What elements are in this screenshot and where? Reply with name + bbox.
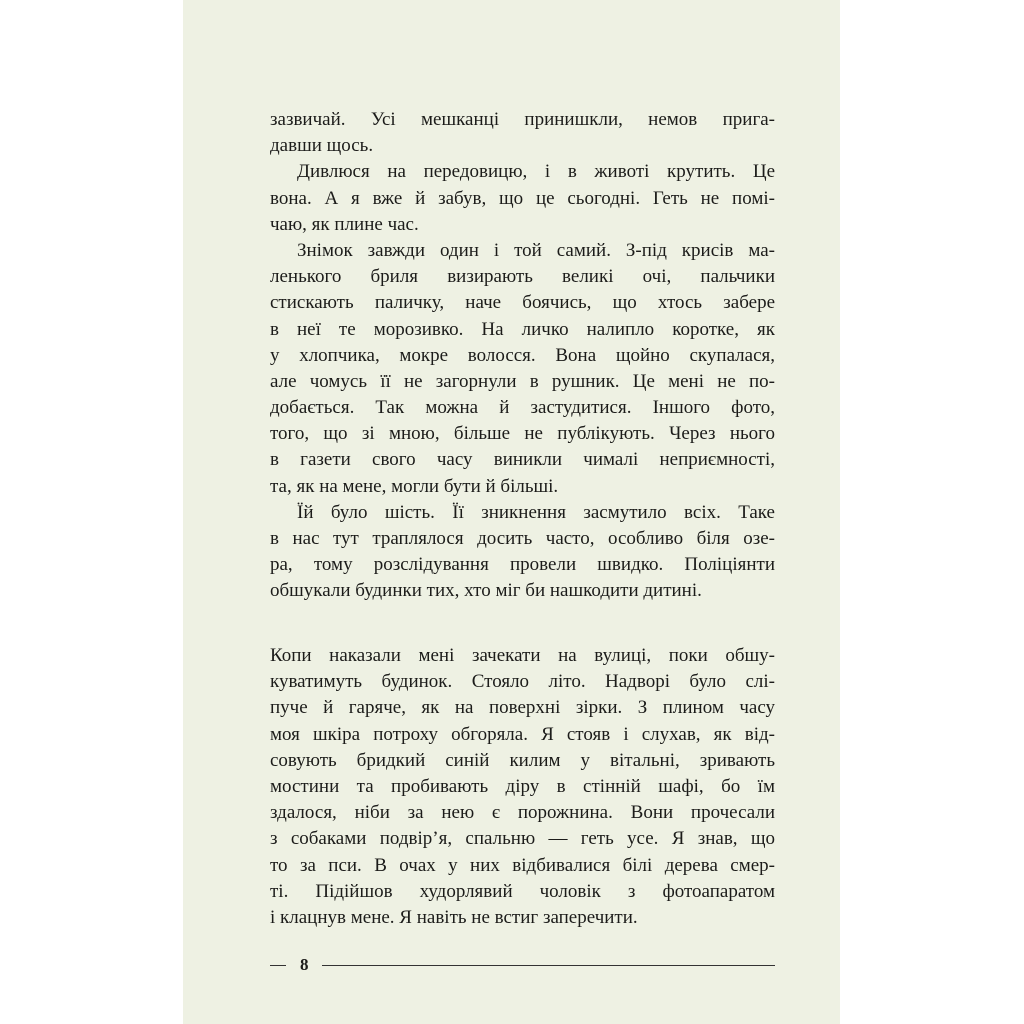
text-line: в неї те морозивко. На личко налипло коротке, як (270, 318, 775, 340)
text-line: у хлопчика, мокре волосся. Вона щойно скупалася, (270, 344, 775, 366)
text-line: Дивлюся на передовицю, і в животі крутить. Це (297, 161, 775, 183)
text-line: вона. А я вже й забув, що це сьогодні. Геть не помі- (270, 187, 775, 209)
page-number: 8 (300, 955, 309, 974)
text-line: давши щось. (270, 135, 374, 157)
text-line: добається. Так можна й застудитися. Іншого фото, (270, 397, 775, 419)
footer-rule (322, 965, 775, 966)
text-line: в нас тут траплялося досить часто, особливо біля озе- (270, 528, 775, 549)
page-footer (270, 952, 775, 978)
text-line: совують бридкий синій килим у вітальні, зривають (270, 749, 775, 771)
text-line: пуче й гаряче, як на поверхні зірки. З плином часу (270, 697, 775, 719)
text-line: але чомусь її не загорнули в рушник. Це мені не по- (270, 370, 775, 392)
text-line: Копи наказали мені зачекати на вулиці, поки обшу- (270, 645, 775, 666)
text-line: ра, тому розслідування провели швидко. Поліціянти (270, 554, 775, 576)
text-line: зазвичай. Усі мешканці принишкли, немов прига- (270, 109, 775, 130)
text-line: і клацнув мене. Я навіть не встиг заперечити. (270, 906, 638, 928)
text-line: чаю, як плине час. (270, 213, 419, 235)
text-line: здалося, ніби за нею є порожнина. Вони прочесали (270, 802, 775, 824)
text-line: ленького бриля визирають великі очі, пальчики (270, 266, 775, 288)
paragraph (270, 500, 775, 605)
footer-dash (270, 965, 286, 966)
text-line: з собаками подвір’я, спальню — геть усе. Я знав, що (270, 828, 775, 850)
text-line: Знімок завжди один і той самий. З-під крисів ма- (297, 239, 775, 261)
text-block-1 (270, 107, 775, 605)
text-line: мостини та пробивають діру в стінній шафі, бо їм (270, 775, 775, 797)
text-block-2 (270, 643, 775, 931)
text-line: та, як на мене, могли бути й більші. (270, 475, 559, 497)
text-line: ті. Підійшов худорлявий чоловік з фотоапаратом (270, 880, 775, 902)
text-line: стискають паличку, наче боячись, що хтось забере (270, 292, 775, 314)
text-line: в газети свого часу виникли чималі неприємності, (270, 449, 775, 471)
paragraph (270, 159, 775, 238)
text-line: того, що зі мною, більше не публікують. Через нього (270, 423, 775, 445)
text-line: обшукали будинки тих, хто міг би нашкодити дитині. (270, 580, 702, 602)
paragraph (270, 643, 775, 931)
text-line: то за пси. В очах у них відбивалися білі дерева смер- (270, 854, 775, 876)
text-line: моя шкіра потроху обгоряла. Я стояв і слухав, як від- (270, 723, 775, 745)
book-page (183, 0, 840, 1024)
paragraph (270, 107, 775, 159)
text-line: куватимуть будинок. Стояло літо. Надворі було слі- (270, 671, 775, 693)
text-line: Їй було шість. Її зникнення засмутило всіх. Таке (297, 501, 775, 523)
paragraph (270, 238, 775, 500)
